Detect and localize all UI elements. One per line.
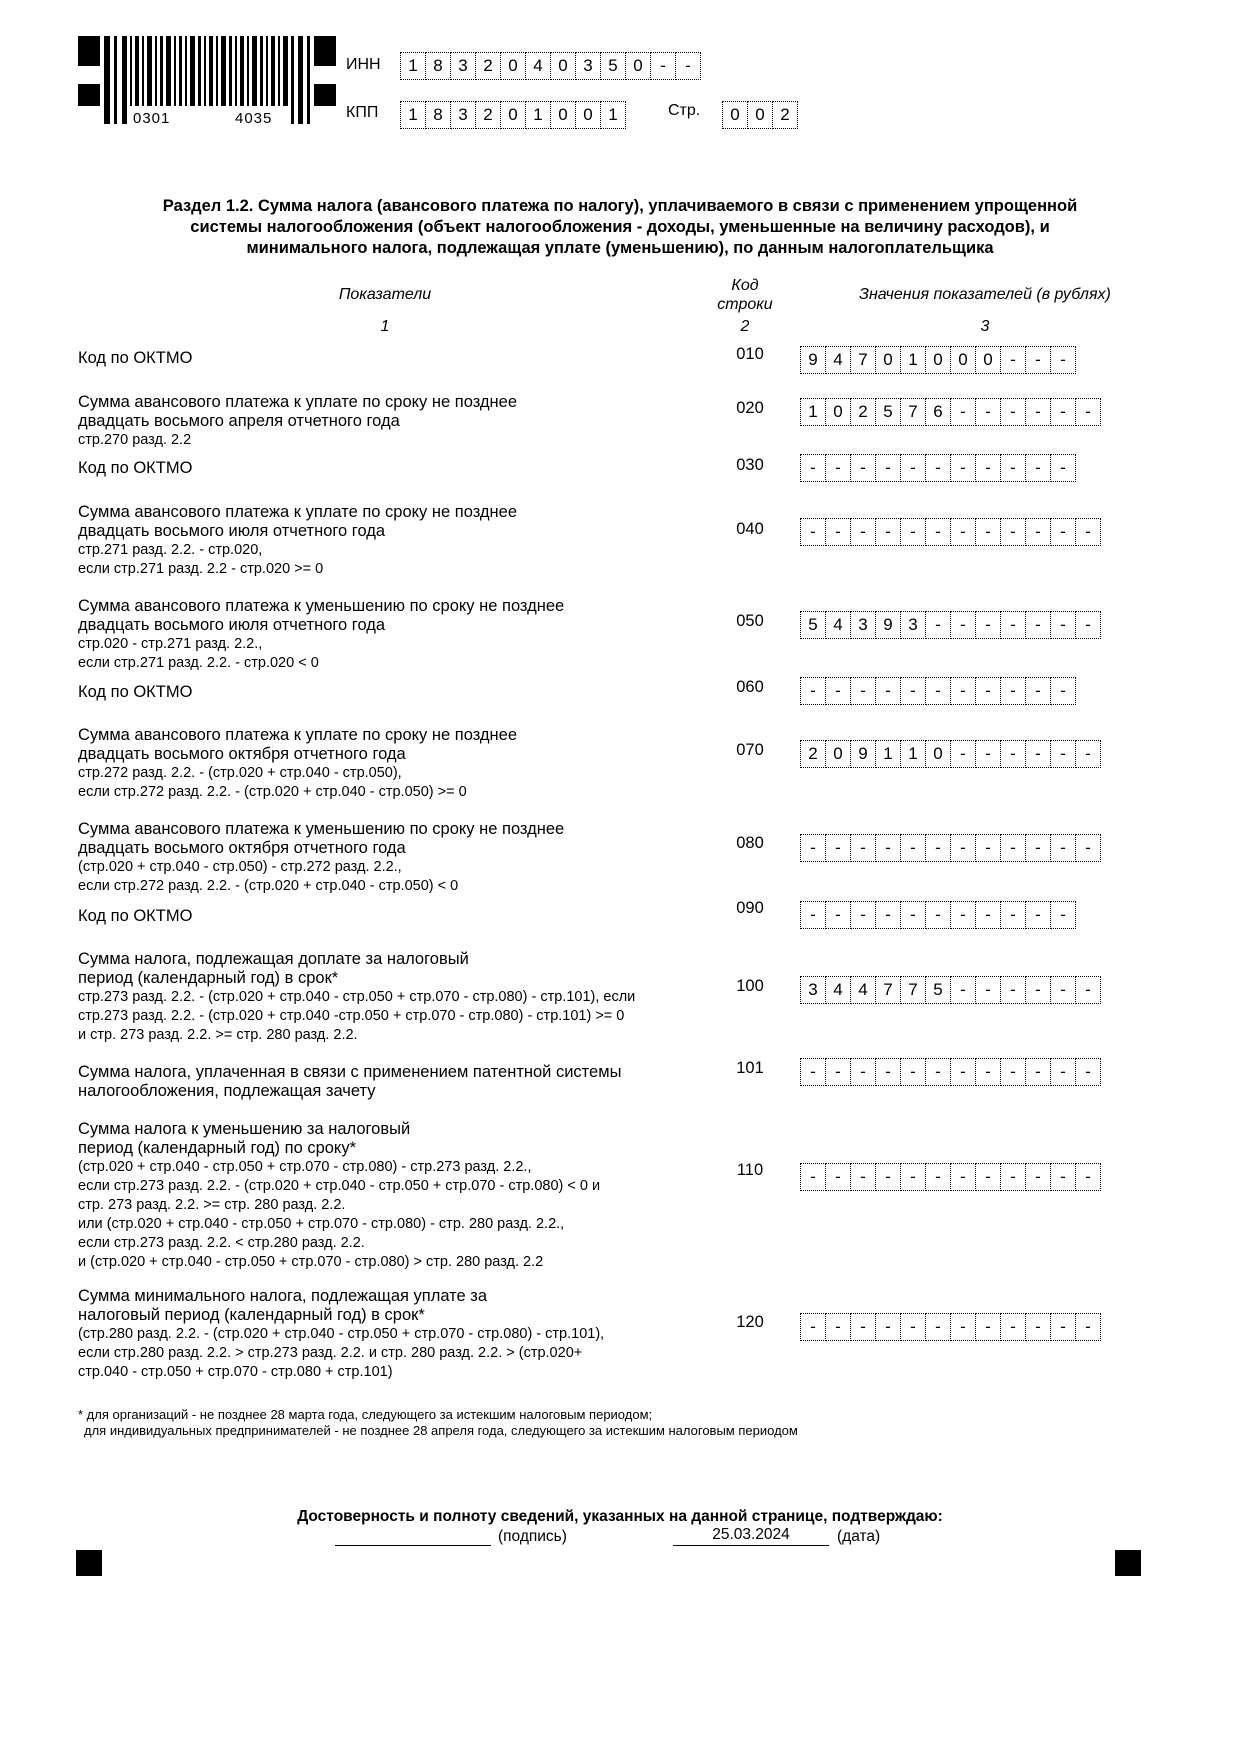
row-value-field[interactable]: [800, 976, 1100, 1004]
row-value-field[interactable]: [800, 398, 1100, 426]
value-cell[interactable]: -: [800, 834, 826, 862]
row-label-main: Сумма налога, подлежащая доплате за налоговый: [78, 950, 469, 968]
row-label-main: Код по ОКТМО: [78, 683, 193, 701]
row-label-main: Сумма налога к уменьшению за налоговый: [78, 1120, 411, 1138]
signature-line[interactable]: [335, 1545, 491, 1546]
row-label-main: Сумма авансового платежа к уплате по сроку не позднее: [78, 393, 517, 411]
value-cell[interactable]: 1: [800, 398, 826, 426]
row-value-field[interactable]: [800, 1163, 1100, 1191]
value-cell[interactable]: -: [1075, 834, 1101, 862]
value-cell[interactable]: -: [850, 454, 876, 482]
row-label-formula: если стр.273 разд. 2.2. - (стр.020 + стр.040 - стр.050 + стр.070 - стр.080) < 0 и: [78, 1178, 601, 1194]
value-cell[interactable]: -: [1075, 611, 1101, 639]
value-cell[interactable]: -: [1075, 518, 1101, 546]
inn-cell[interactable]: 0: [500, 52, 526, 80]
value-cell[interactable]: -: [1075, 1313, 1101, 1341]
kpp-cell[interactable]: 1: [600, 101, 626, 129]
value-cell[interactable]: -: [1000, 677, 1026, 705]
value-cell[interactable]: -: [1075, 740, 1101, 768]
value-cell[interactable]: -: [1050, 677, 1076, 705]
column-header-code: [700, 276, 790, 314]
value-cell[interactable]: -: [850, 518, 876, 546]
footnote: [78, 1407, 798, 1439]
value-cell[interactable]: -: [1025, 611, 1051, 639]
date-field[interactable]: 25.03.2024: [673, 1526, 829, 1546]
value-cell[interactable]: -: [800, 1058, 826, 1086]
value-cell[interactable]: -: [975, 976, 1001, 1004]
value-cell[interactable]: -: [1025, 740, 1051, 768]
row-label-formula: стр.273 разд. 2.2. - (стр.020 + стр.040 -стр.050 + стр.070 - стр.080) - стр.101) >= 0: [78, 1008, 625, 1024]
value-cell[interactable]: -: [1025, 518, 1051, 546]
value-cell[interactable]: 1: [900, 346, 926, 374]
value-cell[interactable]: -: [950, 1313, 976, 1341]
row-code: 110: [736, 1161, 764, 1179]
value-cell[interactable]: -: [975, 1313, 1001, 1341]
value-cell[interactable]: -: [1025, 976, 1051, 1004]
row-label-main: двадцать восьмого июля отчетного года: [78, 522, 386, 540]
page-label: Стр.: [668, 102, 701, 119]
value-cell[interactable]: -: [800, 901, 826, 929]
value-cell[interactable]: -: [900, 1313, 926, 1341]
corner-marker-right: [1115, 1550, 1141, 1576]
row-code: 120: [736, 1313, 764, 1331]
inn-cell[interactable]: 2: [475, 52, 501, 80]
kpp-cell[interactable]: 8: [425, 101, 451, 129]
value-cell[interactable]: 4: [825, 976, 851, 1004]
value-cell[interactable]: -: [1050, 518, 1076, 546]
row-label-main: Сумма авансового платежа к уменьшению по сроку не позднее: [78, 820, 565, 838]
value-cell[interactable]: 6: [925, 398, 951, 426]
row-code: 040: [736, 520, 764, 538]
barcode-bars: [78, 36, 336, 126]
value-cell[interactable]: -: [875, 1163, 901, 1191]
kpp-cell[interactable]: 2: [475, 101, 501, 129]
value-cell[interactable]: -: [975, 901, 1001, 929]
row-value-field[interactable]: [800, 834, 1100, 862]
value-cell[interactable]: -: [950, 1163, 976, 1191]
inn-cell[interactable]: 0: [550, 52, 576, 80]
row-label-main: Сумма налога, уплаченная в связи с применением патентной системы: [78, 1063, 622, 1081]
value-cell[interactable]: 0: [925, 346, 951, 374]
value-cell[interactable]: -: [1050, 398, 1076, 426]
value-cell[interactable]: -: [850, 677, 876, 705]
row-value-field[interactable]: [800, 901, 1075, 929]
row-label: [78, 597, 698, 673]
value-cell[interactable]: -: [875, 901, 901, 929]
value-cell[interactable]: 1: [900, 740, 926, 768]
value-cell[interactable]: -: [1025, 346, 1051, 374]
row-label-main: Сумма минимального налога, подлежащая уплате за: [78, 1287, 488, 1305]
column-header-values: Значения показателей (в рублях): [859, 286, 1111, 303]
value-cell[interactable]: -: [975, 454, 1001, 482]
value-cell[interactable]: -: [925, 454, 951, 482]
value-cell[interactable]: 2: [850, 398, 876, 426]
value-cell[interactable]: -: [900, 834, 926, 862]
value-cell[interactable]: -: [800, 1313, 826, 1341]
value-cell[interactable]: -: [1000, 518, 1026, 546]
row-value-field[interactable]: [800, 454, 1075, 482]
row-label-formula: стр.273 разд. 2.2. - (стр.020 + стр.040 - стр.050 + стр.070 - стр.080) - стр.101), если: [78, 989, 636, 1005]
value-cell[interactable]: -: [975, 1163, 1001, 1191]
value-cell[interactable]: -: [1050, 976, 1076, 1004]
value-cell[interactable]: -: [900, 1058, 926, 1086]
title-line-1: Раздел 1.2. Сумма налога (авансового платежа по налогу), уплачиваемого в связи с применением упрощенной: [162, 197, 1078, 215]
value-cell[interactable]: -: [825, 518, 851, 546]
value-cell[interactable]: -: [950, 1058, 976, 1086]
value-cell[interactable]: -: [850, 901, 876, 929]
row-value-field[interactable]: [800, 611, 1100, 639]
kpp-cell[interactable]: 0: [575, 101, 601, 129]
value-cell[interactable]: 0: [825, 740, 851, 768]
value-cell[interactable]: -: [1075, 1058, 1101, 1086]
value-cell[interactable]: -: [850, 1058, 876, 1086]
value-cell[interactable]: -: [900, 518, 926, 546]
value-cell[interactable]: -: [1025, 901, 1051, 929]
row-code: 100: [736, 977, 764, 995]
value-cell[interactable]: -: [975, 740, 1001, 768]
row-label-formula: если стр.271 разд. 2.2 - стр.020 >= 0: [78, 561, 324, 577]
row-label: [78, 1287, 698, 1382]
value-cell[interactable]: 7: [900, 976, 926, 1004]
value-cell[interactable]: -: [900, 901, 926, 929]
value-cell[interactable]: -: [975, 834, 1001, 862]
row-label: [78, 1120, 698, 1272]
row-label-formula: (стр.020 + стр.040 - стр.050 + стр.070 - стр.080) - стр.273 разд. 2.2.,: [78, 1159, 532, 1175]
row-label-formula: стр.020 - стр.271 разд. 2.2.,: [78, 636, 263, 652]
signature-label: (подпись): [498, 1528, 567, 1545]
date-label: (дата): [837, 1528, 881, 1545]
inn-cell[interactable]: -: [675, 52, 701, 80]
row-label-formula: и (стр.020 + стр.040 - стр.050 + стр.070 - стр.080) > стр. 280 разд. 2.2: [78, 1254, 544, 1270]
row-label-formula: или (стр.020 + стр.040 - стр.050 + стр.070 - стр.080) - стр. 280 разд. 2.2.,: [78, 1216, 565, 1232]
row-label-formula: если стр.272 разд. 2.2. - (стр.020 + стр.040 - стр.050) >= 0: [78, 784, 467, 800]
value-cell[interactable]: -: [1000, 834, 1026, 862]
column-number-2: 2: [740, 318, 750, 335]
value-cell[interactable]: -: [850, 834, 876, 862]
value-cell[interactable]: -: [1050, 1058, 1076, 1086]
row-label-main: Сумма авансового платежа к уменьшению по сроку не позднее: [78, 597, 565, 615]
row-label-main: двадцать восьмого апреля отчетного года: [78, 412, 400, 430]
row-value-field[interactable]: [800, 346, 1075, 374]
value-cell[interactable]: -: [1000, 454, 1026, 482]
value-cell[interactable]: -: [850, 1163, 876, 1191]
value-cell[interactable]: -: [1025, 454, 1051, 482]
value-cell[interactable]: -: [975, 611, 1001, 639]
value-cell[interactable]: -: [1075, 398, 1101, 426]
row-label-main: налогообложения, подлежащая зачету: [78, 1082, 376, 1100]
row-label: [78, 1063, 698, 1101]
row-label-formula: если стр.271 разд. 2.2. - стр.020 < 0: [78, 655, 319, 671]
row-label: [78, 907, 698, 926]
barcode-number-left: 0301: [133, 110, 171, 127]
inn-cell[interactable]: -: [650, 52, 676, 80]
row-label: [78, 820, 698, 896]
row-code: 060: [736, 678, 764, 696]
row-label-formula: если стр.272 разд. 2.2. - (стр.020 + стр.040 - стр.050) < 0: [78, 878, 459, 894]
value-cell[interactable]: -: [925, 1058, 951, 1086]
row-code: 010: [736, 345, 764, 363]
footnote-line-2: для индивидуальных предпринимателей - не позднее 28 апреля года, следующего за истекшим налоговым периодом: [84, 1423, 798, 1438]
value-cell[interactable]: -: [925, 1163, 951, 1191]
value-cell[interactable]: -: [950, 398, 976, 426]
row-label-formula: если стр.280 разд. 2.2. > стр.273 разд. 2.2. и стр. 280 разд. 2.2. > (стр.020+: [78, 1345, 583, 1361]
kpp-cell[interactable]: 0: [500, 101, 526, 129]
value-cell[interactable]: -: [1050, 740, 1076, 768]
row-code: 080: [736, 834, 764, 852]
column-header-code-line1: Код: [731, 277, 759, 294]
inn-cell[interactable]: 0: [625, 52, 651, 80]
value-cell[interactable]: -: [800, 518, 826, 546]
kpp-field[interactable]: [400, 101, 625, 129]
row-label: [78, 503, 698, 579]
value-cell[interactable]: 7: [900, 398, 926, 426]
row-value-field[interactable]: [800, 740, 1100, 768]
row-value-field[interactable]: [800, 1313, 1100, 1341]
value-cell[interactable]: -: [1050, 1313, 1076, 1341]
value-cell[interactable]: -: [950, 740, 976, 768]
value-cell[interactable]: -: [875, 518, 901, 546]
confirmation-text: Достоверность и полноту сведений, указанных на данной странице, подтверждаю:: [297, 1508, 943, 1525]
row-label: [78, 683, 698, 702]
value-cell[interactable]: 9: [800, 346, 826, 374]
value-cell[interactable]: 4: [850, 976, 876, 1004]
value-cell[interactable]: -: [875, 677, 901, 705]
value-cell[interactable]: -: [825, 1313, 851, 1341]
value-cell[interactable]: -: [925, 677, 951, 705]
row-code: 101: [736, 1059, 764, 1077]
title-line-3: минимального налога, подлежащая уплате (уменьшению), по данным налогоплательщика: [246, 239, 994, 257]
page-number-cell[interactable]: 0: [747, 101, 773, 129]
row-code: 030: [736, 456, 764, 474]
value-cell[interactable]: -: [1000, 976, 1026, 1004]
value-cell[interactable]: -: [800, 454, 826, 482]
value-cell[interactable]: -: [1075, 976, 1101, 1004]
row-label-main: период (календарный год) в срок*: [78, 969, 339, 987]
row-label-main: Код по ОКТМО: [78, 349, 193, 367]
value-cell[interactable]: 4: [825, 346, 851, 374]
value-cell[interactable]: -: [975, 1058, 1001, 1086]
value-cell[interactable]: -: [1075, 1163, 1101, 1191]
value-cell[interactable]: -: [950, 611, 976, 639]
value-cell[interactable]: 1: [875, 740, 901, 768]
row-label-main: двадцать восьмого июля отчетного года: [78, 616, 386, 634]
barcode: [78, 36, 336, 126]
value-cell[interactable]: -: [1050, 454, 1076, 482]
value-cell[interactable]: -: [925, 834, 951, 862]
value-cell[interactable]: -: [1025, 1163, 1051, 1191]
row-value-field[interactable]: [800, 1058, 1100, 1086]
page-number-field[interactable]: [722, 101, 797, 129]
row-label-main: Сумма авансового платежа к уплате по сроку не позднее: [78, 503, 517, 521]
value-cell[interactable]: -: [925, 611, 951, 639]
inn-cell[interactable]: 8: [425, 52, 451, 80]
value-cell[interactable]: -: [800, 1163, 826, 1191]
value-cell[interactable]: -: [825, 901, 851, 929]
row-label: [78, 459, 698, 478]
column-header-indicators: Показатели: [338, 286, 432, 303]
row-code: 070: [736, 741, 764, 759]
inn-cell[interactable]: 5: [600, 52, 626, 80]
value-cell[interactable]: -: [800, 677, 826, 705]
column-number-3: 3: [980, 318, 990, 335]
value-cell[interactable]: -: [1000, 346, 1026, 374]
value-cell[interactable]: -: [925, 518, 951, 546]
value-cell[interactable]: -: [950, 901, 976, 929]
value-cell[interactable]: -: [900, 454, 926, 482]
inn-field[interactable]: [400, 52, 700, 80]
value-cell[interactable]: 0: [925, 740, 951, 768]
value-cell[interactable]: -: [925, 1313, 951, 1341]
inn-cell[interactable]: 4: [525, 52, 551, 80]
value-cell[interactable]: -: [1050, 611, 1076, 639]
value-cell[interactable]: -: [825, 454, 851, 482]
row-label-formula: и стр. 273 разд. 2.2. >= стр. 280 разд. 2.2.: [78, 1027, 358, 1043]
value-cell[interactable]: 5: [875, 398, 901, 426]
inn-cell[interactable]: 1: [400, 52, 426, 80]
kpp-cell[interactable]: 3: [450, 101, 476, 129]
row-label: [78, 349, 698, 368]
value-cell[interactable]: -: [1000, 1313, 1026, 1341]
row-label-main: Код по ОКТМО: [78, 907, 193, 925]
value-cell[interactable]: -: [1000, 1163, 1026, 1191]
value-cell[interactable]: -: [1025, 677, 1051, 705]
section-title: [100, 196, 1140, 259]
value-cell[interactable]: 3: [800, 976, 826, 1004]
value-cell[interactable]: -: [950, 834, 976, 862]
value-cell[interactable]: -: [975, 677, 1001, 705]
corner-marker-left: [76, 1550, 102, 1576]
value-cell[interactable]: 0: [975, 346, 1001, 374]
value-cell[interactable]: 7: [875, 976, 901, 1004]
row-value-field[interactable]: [800, 677, 1075, 705]
title-line-2: системы налогообложения (объект налогообложения - доходы, уменьшенные на величину расходов), и: [190, 218, 1050, 236]
value-cell[interactable]: -: [975, 518, 1001, 546]
value-cell[interactable]: 2: [800, 740, 826, 768]
page-number-cell[interactable]: 0: [722, 101, 748, 129]
kpp-cell[interactable]: 1: [525, 101, 551, 129]
value-cell[interactable]: -: [1000, 1058, 1026, 1086]
value-cell[interactable]: -: [1000, 901, 1026, 929]
value-cell[interactable]: -: [875, 834, 901, 862]
value-cell[interactable]: -: [975, 398, 1001, 426]
row-label-main: двадцать восьмого октября отчетного года: [78, 839, 406, 857]
value-cell[interactable]: 9: [850, 740, 876, 768]
row-label-main: налоговый период (календарный год) в срок*: [78, 1306, 425, 1324]
value-cell[interactable]: -: [1025, 1313, 1051, 1341]
inn-cell[interactable]: 3: [450, 52, 476, 80]
row-label-formula: стр. 273 разд. 2.2. >= стр. 280 разд. 2.2.: [78, 1197, 346, 1213]
row-label-formula: если стр.273 разд. 2.2. < стр.280 разд. 2.2.: [78, 1235, 365, 1251]
row-label: [78, 393, 698, 450]
row-label-formula: стр.270 разд. 2.2: [78, 432, 192, 448]
value-cell[interactable]: -: [1050, 1163, 1076, 1191]
row-code: 020: [736, 399, 764, 417]
value-cell[interactable]: -: [825, 1058, 851, 1086]
row-label-main: Сумма авансового платежа к уплате по сроку не позднее: [78, 726, 517, 744]
value-cell[interactable]: -: [825, 677, 851, 705]
value-cell[interactable]: 0: [825, 398, 851, 426]
value-cell[interactable]: 0: [875, 346, 901, 374]
row-value-field[interactable]: [800, 518, 1100, 546]
row-code: 090: [736, 899, 764, 917]
page-number-cell[interactable]: 2: [772, 101, 798, 129]
value-cell[interactable]: -: [850, 1313, 876, 1341]
inn-label: ИНН: [346, 56, 381, 73]
row-label-formula: стр.271 разд. 2.2. - стр.020,: [78, 542, 263, 558]
value-cell[interactable]: -: [1050, 346, 1076, 374]
value-cell[interactable]: 9: [875, 611, 901, 639]
value-cell[interactable]: 3: [850, 611, 876, 639]
value-cell[interactable]: -: [1025, 834, 1051, 862]
value-cell[interactable]: -: [1000, 611, 1026, 639]
row-label-formula: стр.040 - стр.050 + стр.070 - стр.080 + стр.101): [78, 1364, 393, 1380]
kpp-label: КПП: [346, 104, 379, 121]
row-label-main: двадцать восьмого октября отчетного года: [78, 745, 406, 763]
value-cell[interactable]: -: [825, 834, 851, 862]
row-label-main: период (календарный год) по сроку*: [78, 1139, 357, 1157]
value-cell[interactable]: -: [1000, 398, 1026, 426]
column-header-code-line2: строки: [717, 296, 773, 313]
row-label-formula: (стр.020 + стр.040 - стр.050) - стр.272 разд. 2.2.,: [78, 859, 402, 875]
value-cell[interactable]: 0: [950, 346, 976, 374]
footnote-line-1: * для организаций - не позднее 28 марта года, следующего за истекшим налоговым периодом;: [78, 1407, 653, 1422]
value-cell[interactable]: -: [875, 454, 901, 482]
column-number-1: 1: [380, 318, 390, 335]
value-cell[interactable]: -: [875, 1058, 901, 1086]
value-cell[interactable]: -: [950, 454, 976, 482]
value-cell[interactable]: 5: [925, 976, 951, 1004]
kpp-cell[interactable]: 0: [550, 101, 576, 129]
value-cell[interactable]: -: [1000, 740, 1026, 768]
value-cell[interactable]: -: [900, 1163, 926, 1191]
value-cell[interactable]: 4: [825, 611, 851, 639]
value-cell[interactable]: 5: [800, 611, 826, 639]
value-cell[interactable]: -: [1025, 1058, 1051, 1086]
value-cell[interactable]: -: [1050, 901, 1076, 929]
barcode-number-right: 4035: [235, 110, 273, 127]
value-cell[interactable]: 7: [850, 346, 876, 374]
row-label: [78, 950, 698, 1045]
row-code: 050: [736, 612, 764, 630]
row-label-formula: (стр.280 разд. 2.2. - (стр.020 + стр.040 - стр.050 + стр.070 - стр.080) - стр.101),: [78, 1326, 605, 1342]
row-label-main: Код по ОКТМО: [78, 459, 193, 477]
row-label: [78, 726, 698, 802]
value-cell[interactable]: -: [1025, 398, 1051, 426]
value-cell[interactable]: -: [900, 677, 926, 705]
value-cell[interactable]: -: [875, 1313, 901, 1341]
value-cell[interactable]: -: [950, 518, 976, 546]
value-cell[interactable]: -: [1050, 834, 1076, 862]
value-cell[interactable]: -: [950, 976, 976, 1004]
value-cell[interactable]: -: [925, 901, 951, 929]
value-cell[interactable]: -: [825, 1163, 851, 1191]
row-label-formula: стр.272 разд. 2.2. - (стр.020 + стр.040 - стр.050),: [78, 765, 402, 781]
kpp-cell[interactable]: 1: [400, 101, 426, 129]
value-cell[interactable]: -: [950, 677, 976, 705]
value-cell[interactable]: 3: [900, 611, 926, 639]
inn-cell[interactable]: 3: [575, 52, 601, 80]
